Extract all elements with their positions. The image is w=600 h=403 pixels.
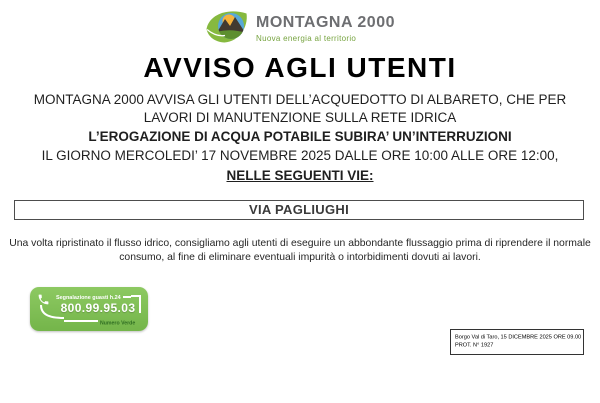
badge-swoosh-decoration (38, 304, 66, 327)
street-name: VIA PAGLIUGHI (249, 202, 349, 217)
protocol-stamp-box (450, 329, 584, 355)
streets-label: NELLE SEGUENTI VIE: (226, 168, 374, 183)
hotline-sublabel: Numero Verde (99, 320, 135, 326)
company-logo (205, 6, 395, 51)
notice-intro-line-1: MONTAGNA 2000 AVVISA GLI UTENTI DELL’ACQUEDOTTO DI ALBARETO, CHE PER (33, 92, 567, 107)
stamp-line-2: PROT. N° 1927 (455, 341, 494, 348)
badge-dash-decoration (123, 296, 131, 298)
notice-schedule-line: IL GIORNO MERCOLEDI’ 17 NOVEMBRE 2025 DALLE ORE 10:00 ALLE ORE 12:00, (41, 148, 559, 163)
advice-line-2: consumo, al fine di eliminare eventuali impurità o intorbidimenti dovuti ai lavori. (119, 252, 481, 263)
advice-line-1: Una volta ripristinato il flusso idrico, consigliamo agli utenti di eseguire un abbondante flussaggio prima di riprendere il normale (9, 238, 591, 249)
hotline-label: Segnalazione guasti h.24 (56, 294, 121, 301)
notice-interruption-line: L’EROGAZIONE DI ACQUA POTABILE SUBIRA’ UN’INTERRUZIONI (88, 129, 512, 144)
logo-tagline: Nuova energia al territorio (256, 34, 357, 43)
page-title: AVVISO AGLI UTENTI (143, 52, 457, 83)
street-box (14, 200, 584, 220)
notice-intro-line-2: LAVORI DI MANUTENZIONE SULLA RETE IDRICA (143, 110, 457, 125)
hotline-badge (30, 287, 148, 331)
hotline-number: 800.99.95.03 (60, 301, 136, 315)
leaf-mountain-sun-icon (205, 6, 249, 51)
stamp-line-1: Borgo Val di Taro, 15 DICEMBRE 2025 ORE 09.00 (455, 333, 582, 340)
logo-name: MONTAGNA 2000 (256, 14, 395, 31)
badge-underline-decoration (64, 320, 98, 322)
